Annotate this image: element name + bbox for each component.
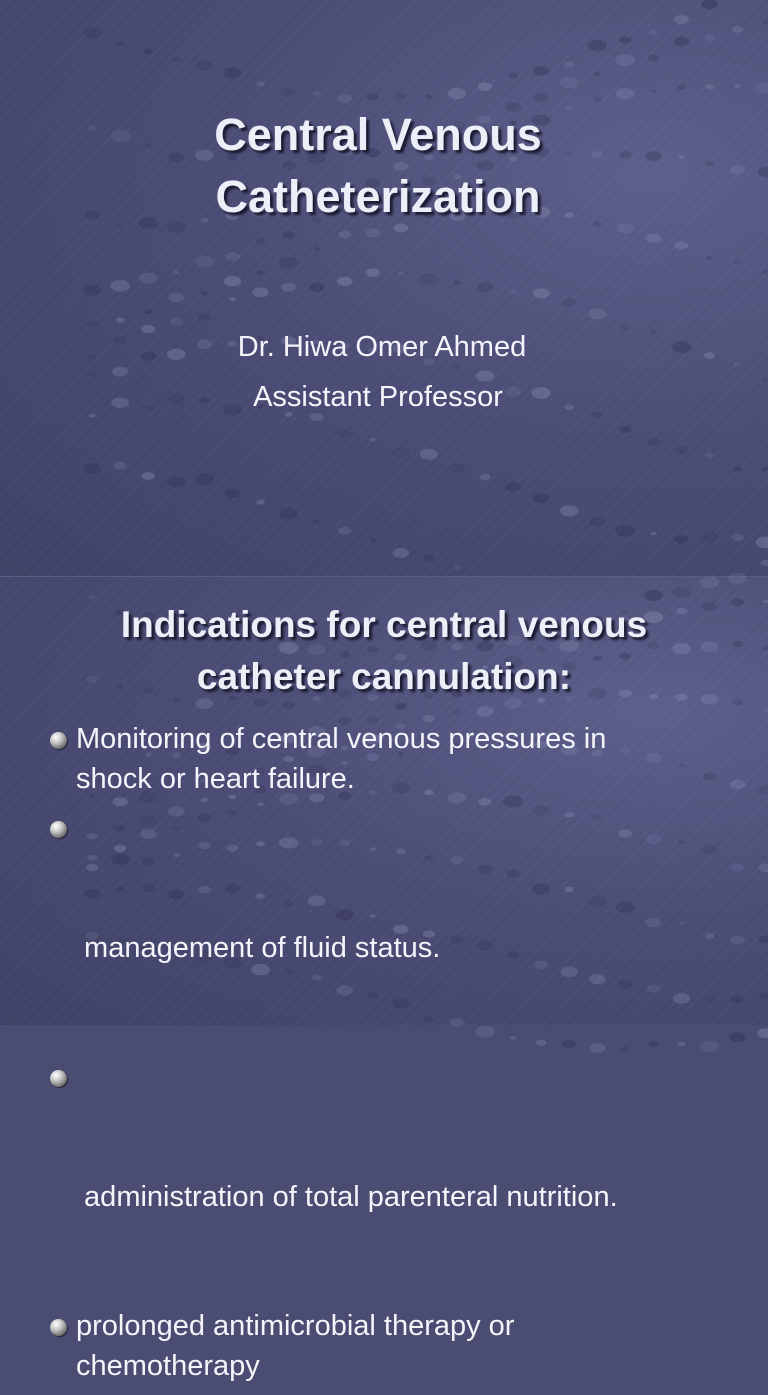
decor-dot [674, 15, 689, 24]
slide-2 [0, 576, 768, 1025]
decor-dot [734, 260, 741, 264]
list-item-line: shock or heart failure. [76, 759, 748, 799]
decor-dot [339, 231, 351, 238]
decor-dot [649, 30, 658, 35]
decor-dot [756, 82, 768, 94]
decor-dot [594, 72, 602, 77]
list-item-line: administration of total parenteral nutrition. [76, 1177, 748, 1217]
decor-dot [701, 0, 718, 9]
decor-dot [338, 94, 352, 103]
slide-2-title-line-2: catheter cannulation: [0, 651, 768, 703]
slide-1-title-line-1: Central Venous [0, 104, 762, 166]
decor-dot [757, 1028, 768, 1038]
decor-dot [562, 298, 576, 306]
decor-dot [532, 493, 549, 503]
list-item [48, 1306, 748, 1386]
presenter-name: Dr. Hiwa Omer Ahmed [0, 322, 766, 372]
decor-dot [762, 269, 768, 274]
decor-dot [757, 785, 768, 795]
decor-dot [366, 268, 380, 277]
decor-dot [560, 77, 579, 89]
decor-dot [392, 447, 410, 458]
decor-dot [420, 273, 438, 284]
list-item [48, 1057, 748, 1297]
decor-dot [677, 84, 687, 90]
slide-2-title [0, 599, 768, 703]
decor-dot [505, 482, 521, 491]
decor-dot [619, 426, 631, 433]
decor-dot [616, 88, 635, 99]
decor-dot [201, 291, 208, 295]
decor-dot [252, 288, 268, 298]
decor-dot [313, 92, 320, 96]
decor-dot [172, 57, 181, 62]
decor-dot [224, 276, 241, 286]
sphere-bullet-icon [50, 821, 67, 838]
decor-dot [111, 280, 130, 292]
decor-dot [370, 538, 376, 542]
decor-dot [508, 72, 518, 78]
decor-dot [650, 89, 656, 93]
sphere-bullet-icon [50, 1070, 67, 1087]
decor-dot [282, 231, 295, 239]
decor-dot [675, 241, 689, 249]
list-item-line: chemotherapy [76, 1346, 748, 1386]
decor-dot [672, 587, 691, 599]
decor-dot [705, 453, 714, 458]
decor-dot [365, 228, 380, 237]
decor-dot [650, 532, 656, 536]
decor-dot [225, 252, 240, 261]
decor-dot [169, 293, 184, 302]
decor-dot [588, 309, 606, 320]
decor-dot [423, 554, 435, 561]
decor-dot [139, 273, 157, 284]
decor-dot [616, 54, 636, 66]
dotted-wave-background [0, 0, 768, 576]
decor-dot [337, 277, 352, 286]
decor-dot [700, 577, 719, 589]
decor-dot [338, 527, 351, 535]
decor-dot [393, 548, 410, 558]
decor-dot [281, 88, 295, 97]
decor-dot [477, 282, 494, 292]
decor-dot [173, 271, 179, 275]
presenter-role: Assistant Professor [0, 372, 762, 422]
slide-2-title-line-1: Indications for central venous [0, 599, 768, 651]
decor-dot [313, 520, 321, 525]
decor-dot [675, 446, 688, 454]
slide-1-title-line-2: Catheterization [0, 166, 762, 228]
indications-list [48, 719, 748, 1395]
decor-dot [425, 94, 432, 98]
decor-dot [369, 438, 376, 442]
slide-1 [0, 0, 768, 576]
decor-dot [734, 84, 741, 88]
decor-dot [762, 467, 768, 472]
decor-dot [533, 66, 549, 75]
decor-dot [762, 708, 768, 712]
decor-dot [454, 566, 460, 570]
decor-dot [476, 706, 494, 717]
decor-dot [704, 35, 715, 42]
list-item-line: prolonged antimicrobial therapy or [76, 1306, 748, 1346]
decor-dot [83, 285, 101, 296]
decor-dot [564, 62, 574, 68]
decor-dot [762, 20, 768, 25]
decor-dot [760, 993, 768, 1000]
decor-dot [313, 247, 320, 251]
sphere-bullet-icon [50, 1319, 67, 1336]
decor-dot [256, 81, 265, 86]
sphere-bullet-icon [50, 732, 67, 749]
decor-dot [256, 239, 266, 245]
decor-dot [763, 379, 768, 383]
list-item-line: Monitoring of central venous pressures in [76, 719, 748, 759]
list-item [48, 719, 748, 799]
decor-dot [195, 473, 215, 485]
decor-dot [113, 462, 127, 470]
list-item-line: management of fluid status. [76, 928, 748, 968]
decor-dot [701, 532, 719, 543]
decor-dot [116, 41, 124, 46]
decor-dot [367, 93, 379, 100]
decor-dot [223, 68, 241, 79]
decor-dot [309, 283, 324, 292]
decor-dot [616, 525, 636, 537]
decor-dot [83, 463, 101, 474]
decor-dot [510, 290, 517, 294]
decor-dot [533, 93, 548, 102]
decor-dot [647, 438, 659, 445]
decor-dot [395, 93, 406, 100]
decor-dot [533, 288, 550, 298]
decor-dot [646, 234, 662, 243]
decor-dot [229, 297, 236, 301]
decor-dot [756, 537, 768, 549]
decor-dot [478, 82, 492, 91]
decor-dot [593, 96, 602, 101]
decor-dot [759, 935, 768, 943]
decor-dot [256, 499, 265, 504]
decor-dot [734, 467, 742, 472]
decor-dot [706, 256, 713, 260]
decor-dot [196, 61, 212, 71]
decor-dot [758, 863, 768, 872]
decor-dot [281, 283, 296, 292]
decor-dot [279, 257, 299, 269]
decor-dot [144, 49, 153, 55]
decor-dot [167, 476, 185, 487]
decor-dot [449, 463, 465, 473]
decor-dot [589, 517, 605, 527]
decor-dot [198, 313, 211, 321]
decor-dot [453, 281, 460, 285]
decor-dot [279, 508, 298, 519]
decor-dot [705, 84, 713, 89]
decor-dot [395, 703, 407, 710]
decor-dot [453, 710, 461, 715]
decor-dot [560, 505, 578, 516]
decor-dot [619, 36, 631, 43]
decor-dot [283, 702, 295, 709]
list-item [48, 808, 748, 1048]
decor-dot [648, 55, 659, 61]
decor-dot [732, 26, 743, 33]
decor-dot [398, 272, 404, 276]
decor-dot [479, 474, 490, 481]
decor-dot [674, 535, 688, 544]
decor-dot [448, 88, 467, 99]
decor-dot [588, 40, 607, 52]
decor-dot [195, 256, 214, 267]
slide-1-title [0, 104, 762, 228]
decor-dot [674, 37, 690, 46]
decor-dot [731, 534, 743, 541]
decor-dot [225, 489, 240, 498]
decor-dot [142, 472, 155, 480]
decor-dot [144, 309, 153, 314]
decor-dot [257, 271, 265, 276]
decor-dot [83, 27, 102, 38]
decor-dot [338, 430, 352, 438]
decor-dot [420, 449, 438, 460]
